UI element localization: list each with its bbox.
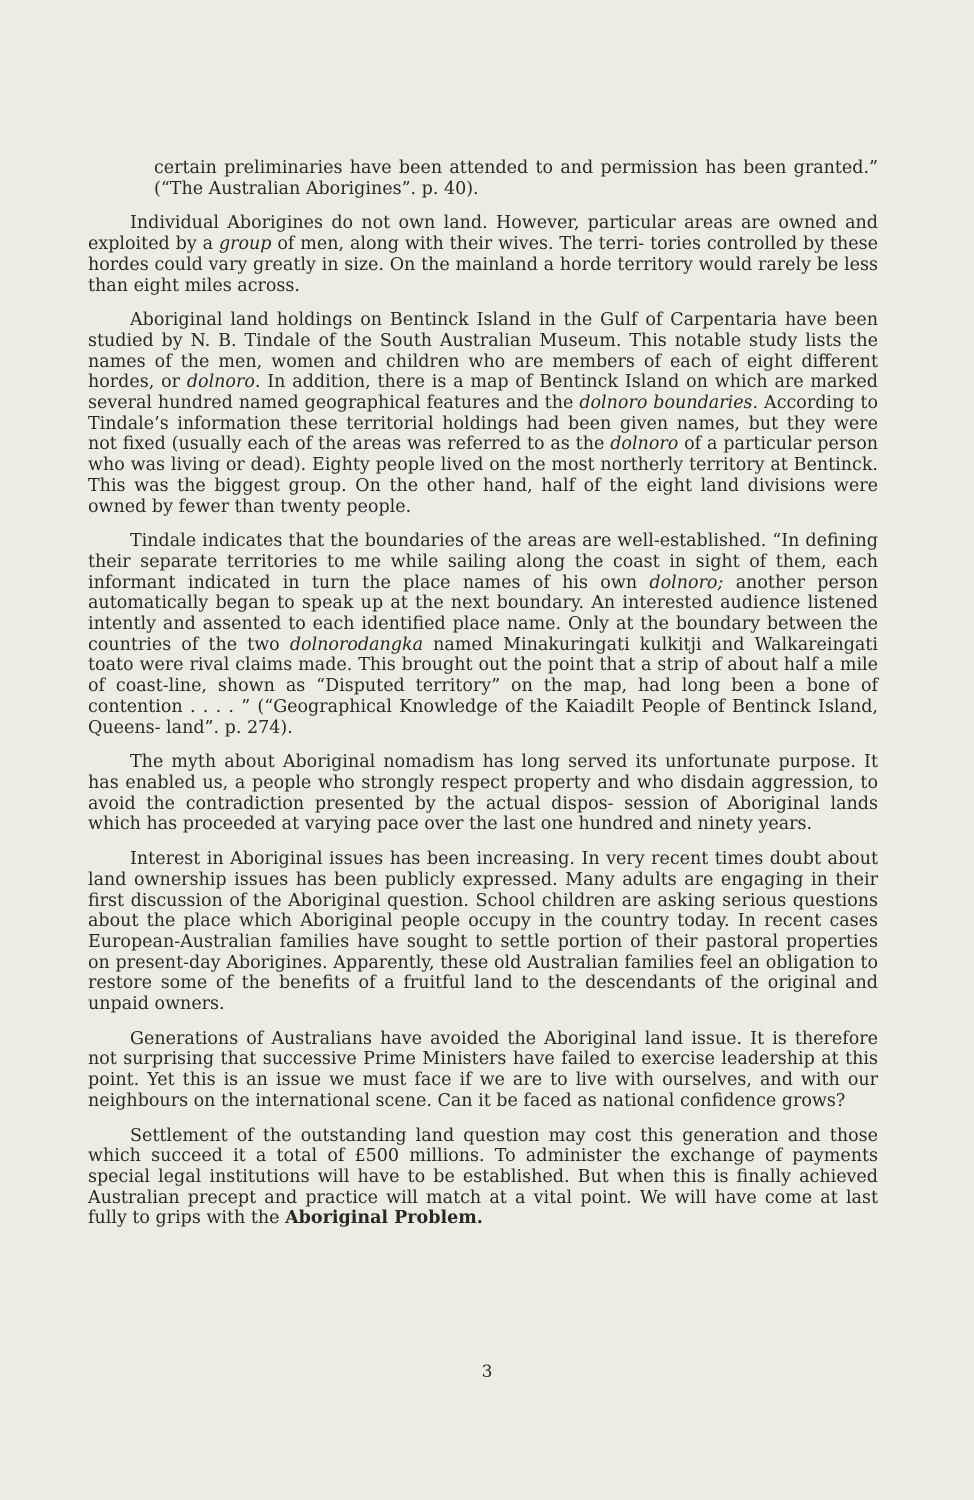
paragraph-text: of a particular person who was living or dead). Eighty people lived on the most northerly territory at Bentinck. This was the biggest group. On the other hand, half of the eight land divisions were owned by fewer than twenty people. [88,434,878,517]
paragraph [88,752,878,835]
paragraph-continuation [88,158,878,199]
italic-term: dolnoro [610,434,679,455]
paragraph-text: Generations of Australians have avoided the Aboriginal land issue. It is therefore not surprising that successive Prime Ministers have failed to exercise leadership at this point. Yet this is an issue we must face if we are to live with ourselves, and with our neighbours on the international scene. Can it be faced as national confidence grows? [88,1028,878,1111]
paragraph [88,1126,878,1230]
italic-term: group [218,234,272,255]
paragraph [88,849,878,1015]
paragraph-text: Settlement of the outstanding land question may cost this generation and those which succeed it a total of £500 millions. To administer the exchange of payments special legal institutions will have to be established. But when this is finally achieved Australian precept and practice will match at a vital point. We will have come at last fully to grips with the [88,1125,878,1229]
paragraph [88,213,878,296]
paragraph [88,310,878,517]
paragraph-text: Aboriginal land holdings on Bentinck Island in the Gulf of Carpentaria have been studied by N. B. Tindale of the South Australian Museum. This notable study lists the names of the men, women and children who are members of each of eight different hordes, or [88,310,878,393]
italic-term: dolnoro boundaries [579,393,753,414]
paragraph-text: . In addition, there is a map of Bentinck Island on which are marked several hundred named geographical features and the [88,372,878,414]
page-number: 3 [481,1362,493,1382]
paragraph-text: The myth about Aboriginal nomadism has long served its unfortunate purpose. It has enabled us, a people who strongly respect property and who disdain aggression, to avoid the contradiction presented by the actual dispos- session of Aboriginal lands which has proceeded at varying pace over the last one hundred and ninety years. [88,752,878,835]
paragraph [88,531,878,738]
paragraph-text: Interest in Aboriginal issues has been increasing. In very recent times doubt about land ownership issues has been publicly expressed. Many adults are engaging in their first discussion of the Aboriginal question. School children are asking serious questions about the place which Aboriginal people occupy in the country today. In recent cases European-Australian families have sought to settle portion of their pastoral properties on present-day Aborigines. Apparently, these old Australian families feel an obligation to restore some of the benefits of a fruitful land to the descendants of the original and unpaid owners. [88,849,878,1015]
paragraph-text: of men, along with their wives. The terri- tories controlled by these hordes could vary greatly in size. On the mainland a horde territory would rarely be less than eight miles across. [88,234,878,296]
bold-term: Aboriginal Problem. [285,1208,483,1229]
paragraph-text: Individual Aborigines do not own land. However, particular areas are owned and exploited by a [88,213,878,255]
paragraph [88,1029,878,1112]
paragraph-text: Tindale indicates that the boundaries of the areas are well-established. “In defining their separate territories to me while sailing along the coast in sight of them, each informant indicated in turn the place names of his own [88,531,878,593]
paragraph-text: named Minakuringati kulkitji and Walkareingati toato were rival claims made. This brought out the point that a strip of about half a mile of coast-line, shown as “Disputed territory” on the map, had long been a bone of contention . . . . ” (“Geographical Knowledge of the Kaiadilt People of Bentinck Island, Queens- land”. p. 274). [88,634,878,738]
italic-term: dolnorodangka [289,634,424,655]
paragraph-text: certain preliminaries have been attended to and permission has been granted.” (“The Australian Aborigines”. p. 40). [154,158,878,199]
document-body [88,158,878,1243]
italic-term: dolnoro [186,372,255,393]
italic-term: dolnoro; [649,572,724,593]
paragraph-text: another person automatically began to speak up at the next boundary. An interested audience listened intently and assented to each identified place name. Only at the boundary between the countries of the two [88,572,878,655]
paragraph-text: . According to Tindale’s information these territorial holdings had been given names, but they were not fixed (usually each of the areas was referred to as the [88,393,878,455]
